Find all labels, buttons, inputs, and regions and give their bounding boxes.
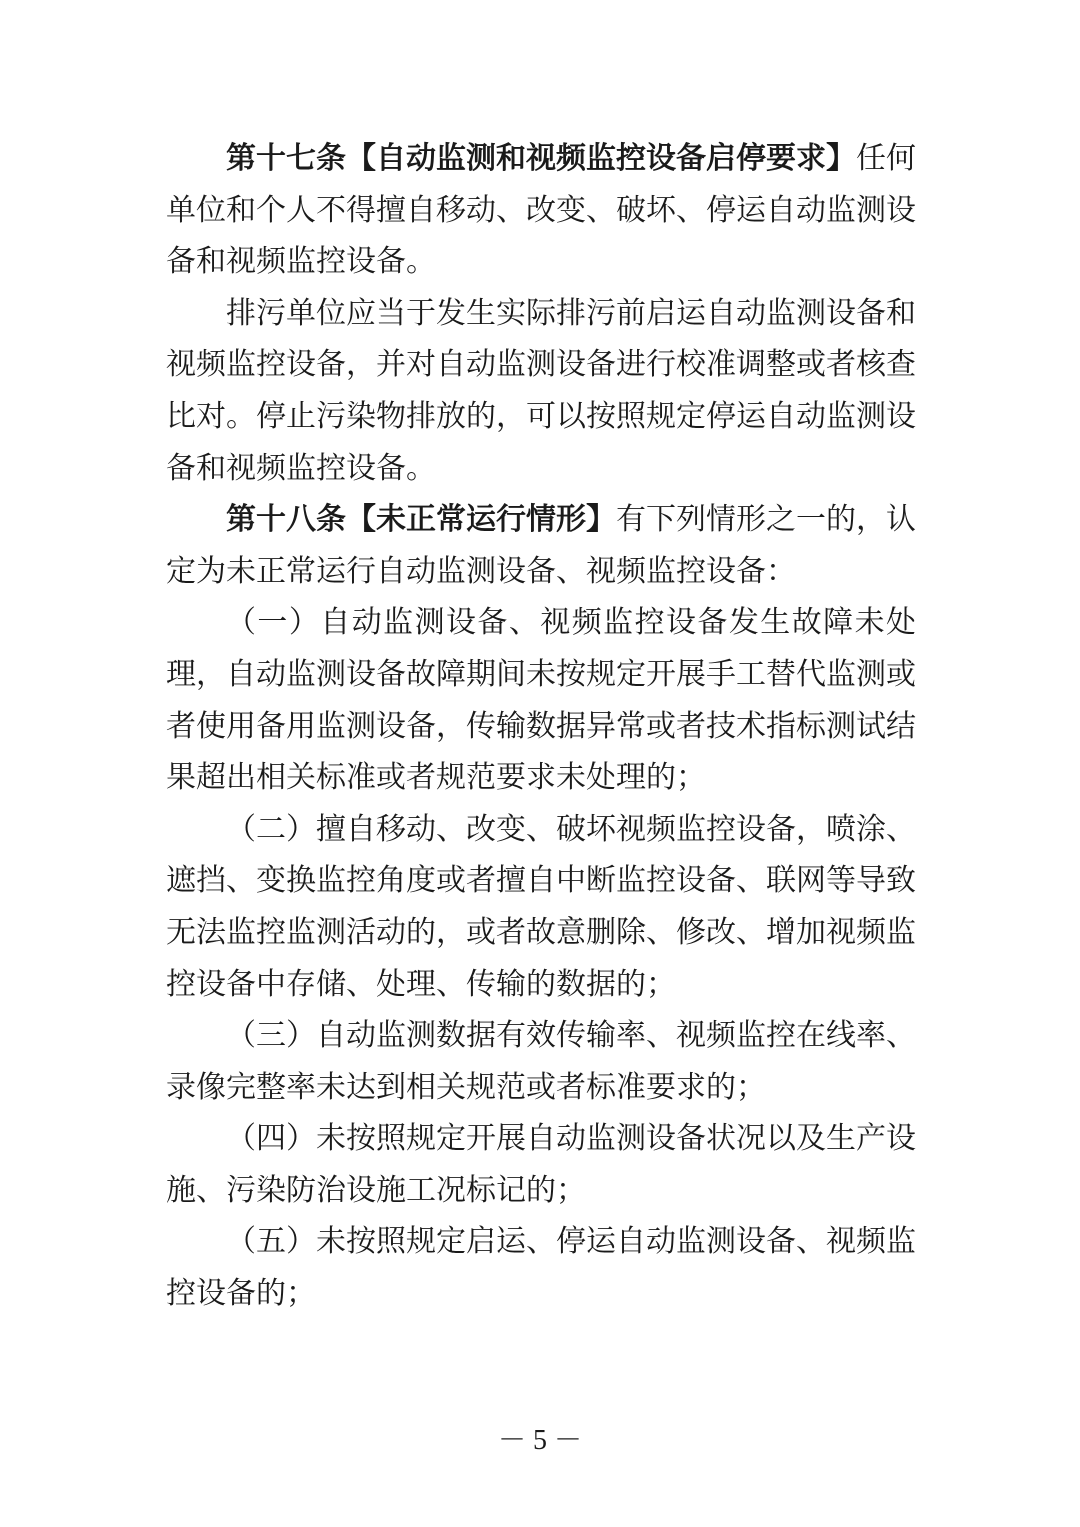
article-18-intro-text: 有下列情形之一的，认定为未正常运行自动监测设备、视频监控设备： (166, 502, 916, 589)
article-17-heading: 第十七条【自动监测和视频监控设备启停要求】 (226, 141, 856, 176)
article-17-paragraph-1 (166, 133, 916, 288)
article-18-item-2: （二）擅自移动、改变、破坏视频监控设备，喷涂、遮挡、变换监控角度或者擅自中断监控设备、联网等导致无法监控监测活动的，或者故意删除、修改、增加视频监控设备中存储、处理、传输的数据的； (166, 811, 916, 1002)
article-18-item-5: （五）未按照规定启运、停运自动监测设备、视频监控设备的； (166, 1224, 916, 1312)
article-18-item-3: （三）自动监测数据有效传输率、视频监控在线率、录像完整率未达到相关规范或者标准要求的； (166, 1018, 916, 1105)
article-18-paragraph-intro (166, 494, 916, 597)
article-18-heading: 第十八条【未正常运行情形】 (226, 502, 616, 538)
document-body (166, 133, 916, 1320)
article-18-item-1: （一）自动监测设备、视频监控设备发生故障未处理，自动监测设备故障期间未按规定开展手工替代监测或者使用备用监测设备，传输数据异常或者技术指标测试结果超出相关标准或者规范要求未处理的； (166, 605, 916, 796)
page-number: － 5 － (497, 1425, 582, 1456)
article-17-paragraph-2: 排污单位应当于发生实际排污前启运自动监测设备和视频监控设备，并对自动监测设备进行校准调整或者核查比对。停止污染物排放的，可以按照规定停运自动监测设备和视频监控设备。 (166, 295, 916, 486)
article-18-item-4: （四）未按照规定开展自动监测设备状况以及生产设施、污染防治设施工况标记的； (166, 1121, 916, 1208)
article-17-text-1: 任何单位和个人不得擅自移动、改变、破坏、停运自动监测设备和视频监控设备。 (166, 141, 916, 280)
